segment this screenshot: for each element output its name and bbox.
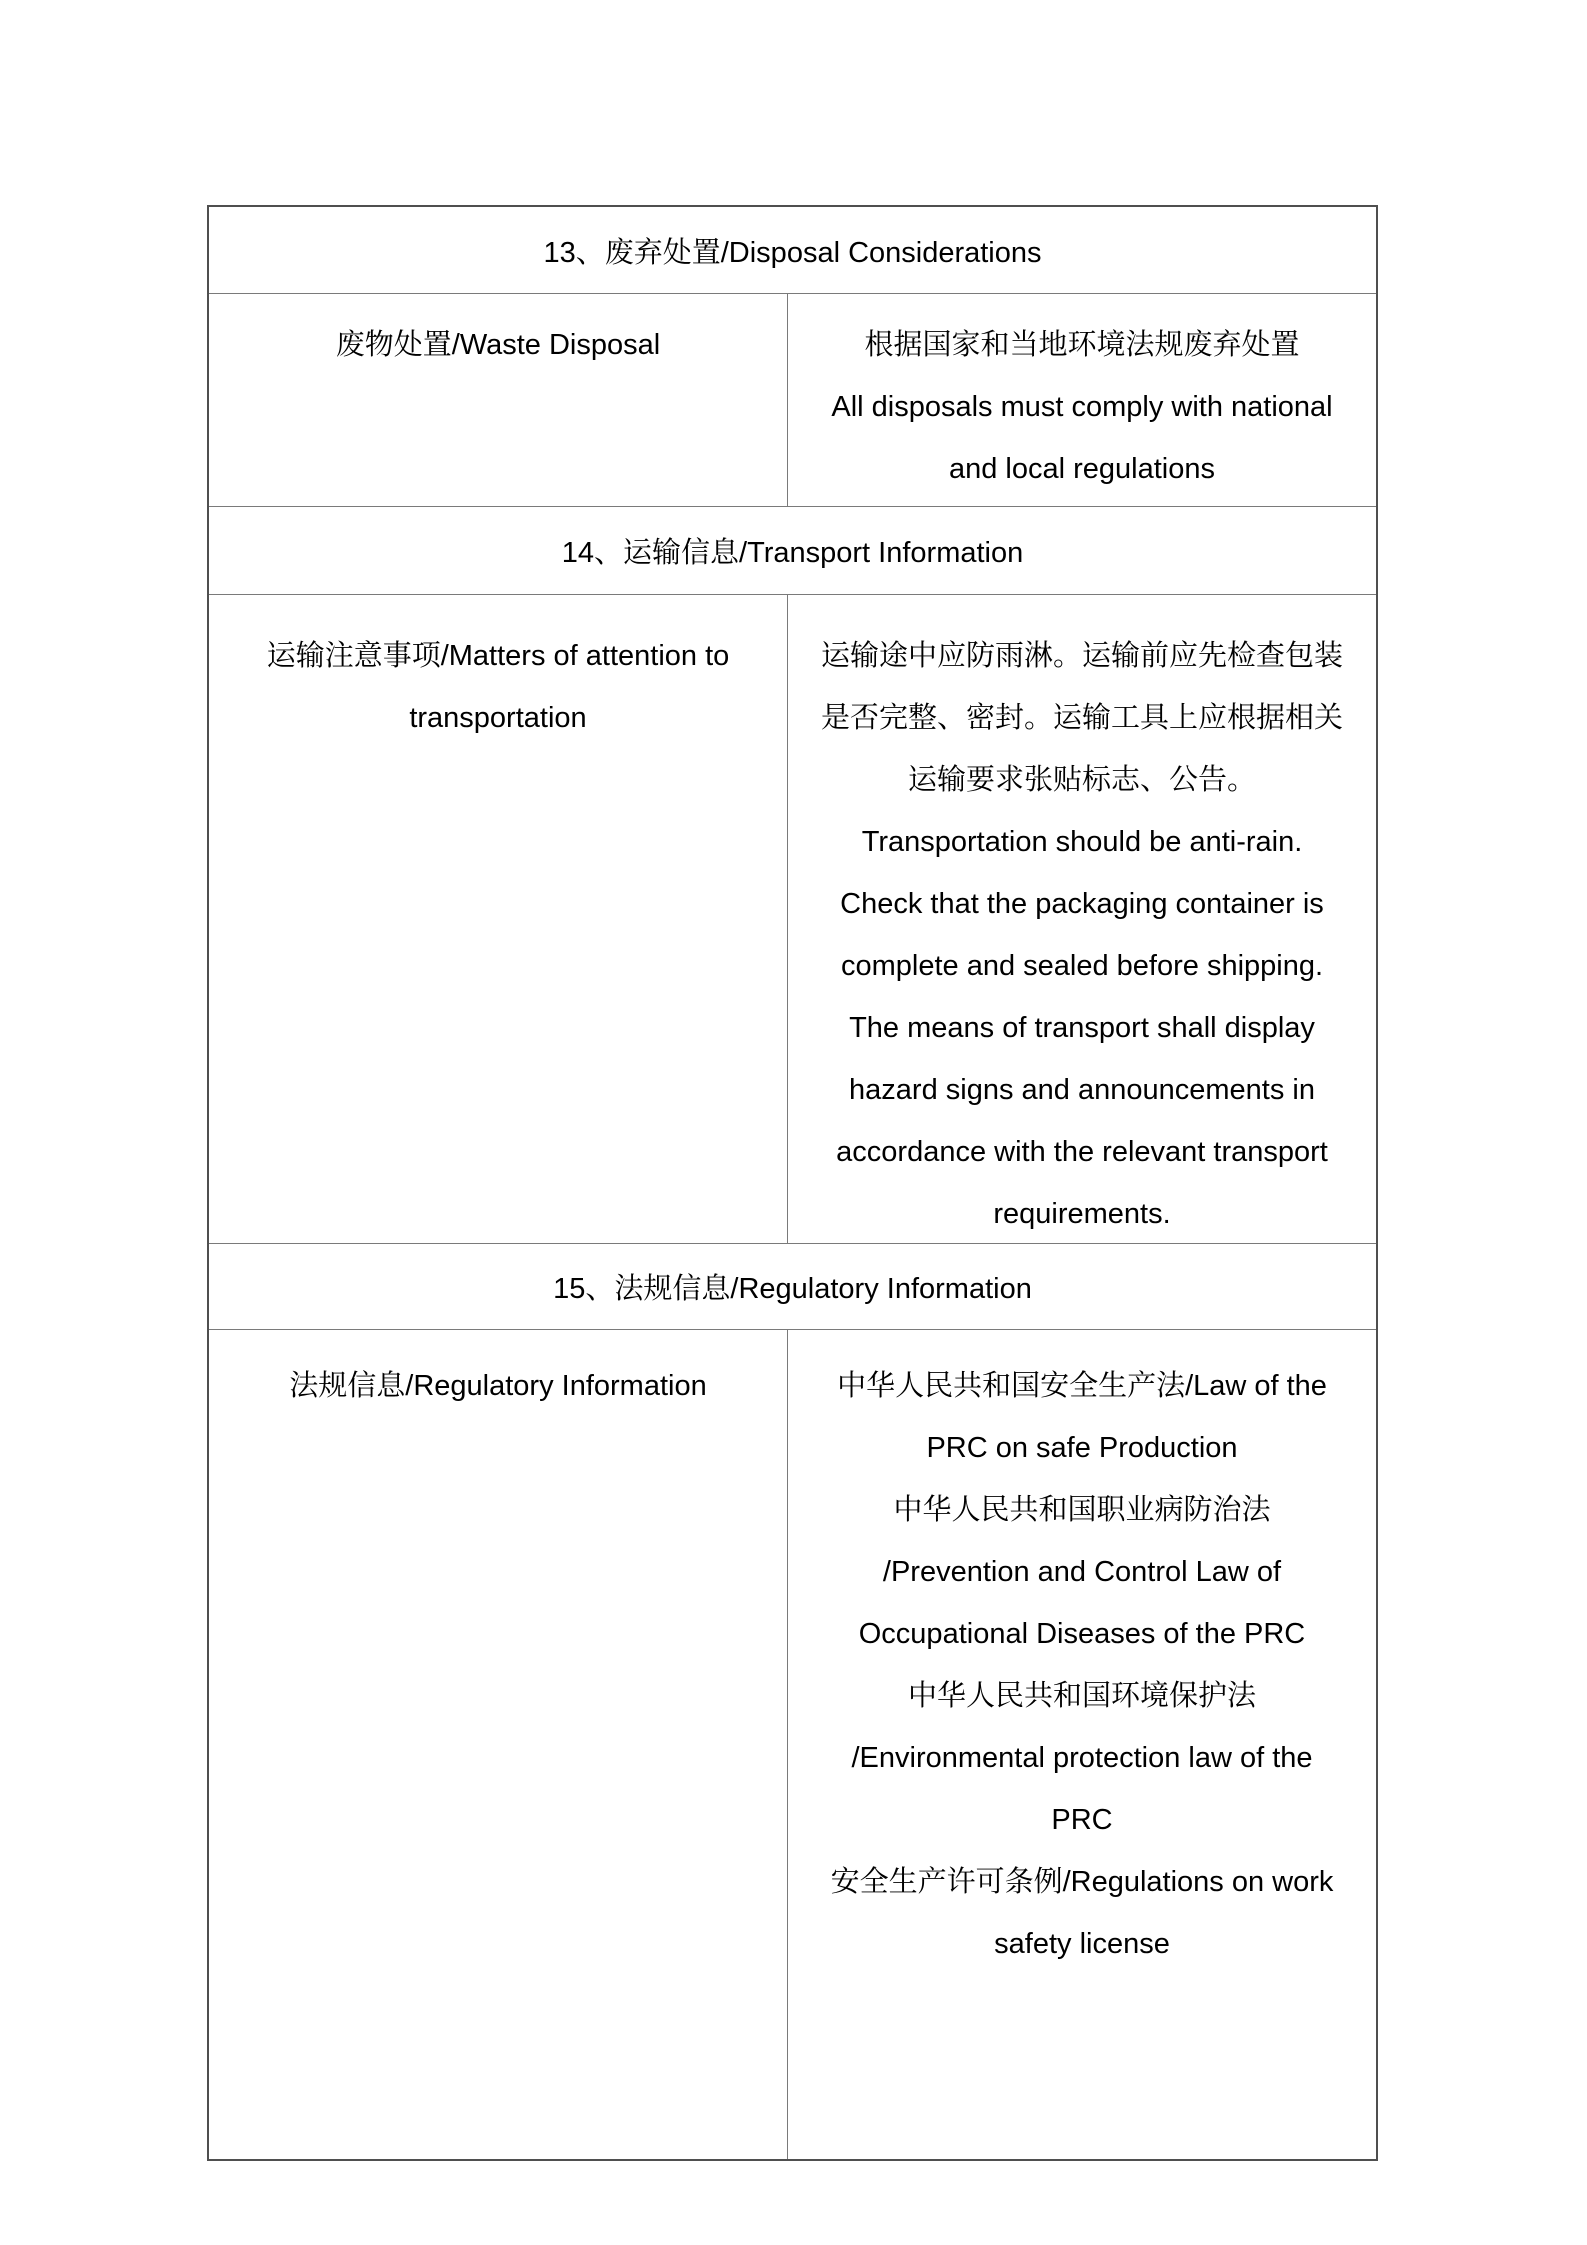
waste-disposal-row: [209, 293, 1376, 506]
transport-label-cell: [209, 595, 787, 1243]
transport-row: [209, 594, 1376, 1243]
text-line: 运输途中应防雨淋。运输前应先检查包装: [820, 640, 1343, 672]
waste-disposal-label-cell: [209, 294, 787, 506]
text-line: 根据国家和当地环境法规废弃处置: [864, 329, 1300, 361]
transport-value-cell: [787, 595, 1376, 1243]
text-line: requirements.: [993, 1198, 1171, 1230]
section-13-header: 13、废弃处置/Disposal Considerations: [543, 236, 1042, 269]
section-13-header-row: [209, 207, 1376, 293]
text-line: The means of transport shall display: [849, 1012, 1315, 1044]
regulatory-row: [209, 1329, 1376, 2159]
text-line: transportation: [409, 702, 587, 734]
section-15-header: 15、法规信息/Regulatory Information: [553, 1273, 1032, 1305]
text-line: Occupational Diseases of the PRC: [858, 1618, 1306, 1650]
text-line: 法规信息/Regulatory Information: [289, 1370, 707, 1402]
section-15-header-row: [209, 1243, 1376, 1329]
text-line: PRC on safe Production: [926, 1432, 1238, 1464]
text-line: 中华人民共和国职业病防治法: [893, 1494, 1271, 1526]
regulatory-value-cell: [787, 1330, 1376, 2159]
regulatory-label-cell: [209, 1330, 787, 2159]
text-line: 中华人民共和国环境保护法: [907, 1680, 1256, 1712]
text-line: Check that the packaging container is: [840, 888, 1324, 920]
text-line: and local regulations: [948, 453, 1215, 485]
msds-table: [207, 205, 1378, 2161]
text-line: All disposals must comply with national: [831, 391, 1333, 423]
text-line: complete and sealed before shipping.: [840, 950, 1324, 982]
text-line: accordance with the relevant transport: [836, 1136, 1328, 1168]
text-line: 运输注意事项/Matters of attention to: [266, 640, 730, 672]
text-line: 废物处置/Waste Disposal: [335, 329, 661, 361]
text-line: 运输要求张贴标志、公告。: [907, 764, 1256, 796]
text-line: /Environmental protection law of the: [851, 1742, 1313, 1774]
section-14-header-row: [209, 506, 1376, 594]
text-line: hazard signs and announcements in: [849, 1074, 1315, 1106]
text-line: PRC: [1051, 1804, 1113, 1836]
text-line: /Prevention and Control Law of: [882, 1556, 1282, 1588]
text-line: 安全生产许可条例/Regulations on work: [830, 1866, 1334, 1898]
text-line: 中华人民共和国安全生产法/Law of the: [837, 1370, 1327, 1402]
section-14-header: 14、运输信息/Transport Information: [561, 537, 1024, 569]
text-line: 是否完整、密封。运输工具上应根据相关: [820, 702, 1343, 734]
waste-disposal-value-cell: [787, 294, 1376, 506]
text-line: safety license: [994, 1928, 1170, 1960]
text-line: Transportation should be anti-rain.: [861, 826, 1303, 858]
